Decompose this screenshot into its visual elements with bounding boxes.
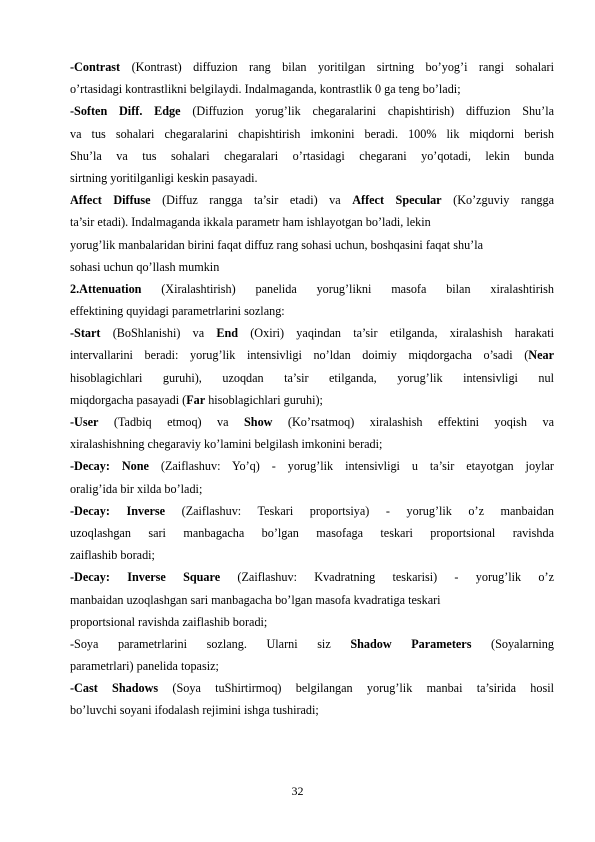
text-run: effektining quyidagi parametrlarini sozlang:: [70, 304, 285, 319]
text-line: [70, 589, 554, 611]
bold-term: Far: [186, 392, 206, 407]
text-run: hisoblagichlari guruhi), uzoqdan ta’sir etilganda, yorug’lik intensivligi nul: [70, 370, 554, 385]
paragraph: [70, 566, 554, 633]
bold-term: -Contrast: [70, 60, 121, 74]
text-line: [70, 367, 554, 389]
text-line: [70, 211, 554, 233]
text-line: [70, 411, 554, 433]
text-run: sirtning yoritilganligi keskin pasayadi.: [70, 170, 258, 185]
text-line: [70, 278, 554, 300]
text-run: bo’luvchi soyani ifodalash rejimini ishga tushiradi;: [70, 703, 319, 718]
text-line: [70, 189, 554, 211]
text-run: (Soyalarning: [471, 636, 554, 651]
text-line: [70, 389, 554, 411]
text-line: [70, 234, 554, 256]
text-run: uzoqlashgan sari manbagacha bo’lgan masofaga teskari proportsional ravishda: [70, 525, 554, 540]
text-run: (Diffuz rangga ta’sir etadi) va: [150, 193, 353, 208]
paragraph: [70, 455, 554, 499]
text-run: miqdorgacha pasayadi (: [70, 392, 187, 407]
paragraph: [70, 500, 554, 567]
paragraph: [70, 56, 554, 100]
text-line: [70, 478, 554, 500]
paragraph: [70, 322, 554, 411]
text-run: ta’sir etadi). Indalmaganda ikkala parametr ham ishlayotgan bo’ladi, lekin: [70, 215, 431, 230]
text-run: (Kontrast) diffuzion rang bilan yoritilgan sirtning bo’yog’i rangi sohalari: [120, 60, 554, 74]
text-run: (Zaiflashuv: Kvadratning teskarisi) - yorug’lik o’z: [220, 570, 554, 585]
text-run: (Ko’rsatmoq) xiralashish effektini yoqish va: [272, 415, 554, 429]
bold-term: -User: [70, 415, 99, 429]
paragraph: [70, 100, 554, 189]
text-line: [70, 544, 554, 566]
text-run: proportsional ravishda zaiflashib boradi;: [70, 614, 268, 629]
bold-term: Near: [528, 348, 554, 363]
bold-term: -Decay: Inverse Square: [70, 570, 221, 585]
bold-term: -Decay: Inverse: [70, 503, 166, 518]
text-run: hisoblagichlari guruhi);: [205, 392, 323, 407]
text-line: [70, 123, 554, 145]
paragraph: [70, 278, 554, 322]
text-run: Shu’la va tus sohalari chegaralari o’rtasidagi chegarani yo’qotadi, lekin bunda: [70, 148, 554, 163]
text-run: (Zaiflashuv: Yo’q) - yorug’lik intensivligi u ta’sir etayotgan joylar: [148, 459, 554, 474]
text-line: [70, 500, 554, 522]
bold-term: -Soften Diff. Edge: [70, 104, 181, 119]
text-line: [70, 455, 554, 477]
text-run: o’rtasidagi kontrastlikni belgilaydi. Indalmaganda, kontrastlik 0 ga teng bo’ladi;: [70, 82, 461, 97]
text-line: [70, 100, 554, 122]
text-line: [70, 433, 554, 455]
bold-term: Affect Diffuse: [70, 193, 151, 208]
bold-term: -Start: [70, 326, 101, 341]
text-line: [70, 256, 554, 278]
bold-term: Affect Specular: [352, 193, 442, 208]
text-line: [70, 677, 554, 699]
text-run: va tus sohalari chegaralarini chapishtirish imkonini beradi. 100% lik miqdorni berish: [70, 126, 554, 141]
document-body: [70, 56, 554, 722]
paragraph: [70, 633, 554, 677]
text-run: (Tadbiq etmoq) va: [98, 415, 245, 429]
text-run: (Soya tuShirtirmoq) belgilangan yorug’lik manbai ta’sirida hosil: [158, 681, 554, 696]
text-run: xiralashishning chegaraviy ko’lamini belgilash imkonini beradi;: [70, 437, 383, 452]
bold-term: -Cast Shadows: [70, 681, 159, 696]
paragraph: [70, 677, 554, 721]
text-line: [70, 522, 554, 544]
text-run: intervallarini beradi: yorug’lik intensivligi no’ldan doimiy miqdorgacha o’sadi (: [70, 348, 529, 363]
text-line: [70, 300, 554, 322]
text-line: [70, 145, 554, 167]
text-line: [70, 78, 554, 100]
bold-term: 2.Attenuation: [70, 281, 142, 296]
text-line: [70, 566, 554, 588]
text-run: (Oxiri) yaqindan ta’sir etilganda, xiralashish harakati: [238, 326, 554, 341]
text-run: (Xiralashtirish) panelida yorug’likni masofa bilan xiralashtirish: [141, 281, 554, 296]
text-line: [70, 344, 554, 366]
bold-term: -Decay: None: [70, 459, 149, 474]
text-run: -Soya parametrlarini sozlang. Ularni siz: [70, 636, 351, 651]
text-run: parametrlari) panelida topasiz;: [70, 659, 219, 674]
text-line: [70, 56, 554, 78]
text-run: (Diffuzion yorug’lik chegaralarini chapishtirish) diffuzion Shu’la: [180, 104, 555, 119]
text-run: (Ko’zguviy rangga: [441, 193, 555, 208]
text-run: manbaidan uzoqlashgan sari manbagacha bo’lgan masofa kvadratiga teskari: [70, 592, 441, 607]
text-line: [70, 167, 554, 189]
bold-term: Shadow Parameters: [350, 636, 472, 651]
paragraph: [70, 189, 554, 278]
text-run: (Zaiflashuv: Teskari proportsiya) - yorug’lik o’z manbaidan: [165, 503, 554, 518]
text-line: [70, 699, 554, 721]
text-line: [70, 655, 554, 677]
text-run: zaiflashib boradi;: [70, 548, 155, 563]
paragraph: [70, 411, 554, 455]
text-line: [70, 322, 554, 344]
bold-term: Show: [244, 415, 273, 429]
text-run: oralig’ida bir xilda bo’ladi;: [70, 481, 203, 496]
text-run: (BoShlanishi) va: [100, 326, 217, 341]
text-run: sohasi uchun qo’llash mumkin: [70, 259, 220, 274]
bold-term: End: [216, 326, 239, 341]
text-run: yorug’lik manbalaridan birini faqat diffuz rang sohasi uchun, boshqasini faqat shu’la: [70, 237, 484, 252]
text-line: [70, 611, 554, 633]
text-line: [70, 633, 554, 655]
page-number: 32: [291, 784, 304, 798]
